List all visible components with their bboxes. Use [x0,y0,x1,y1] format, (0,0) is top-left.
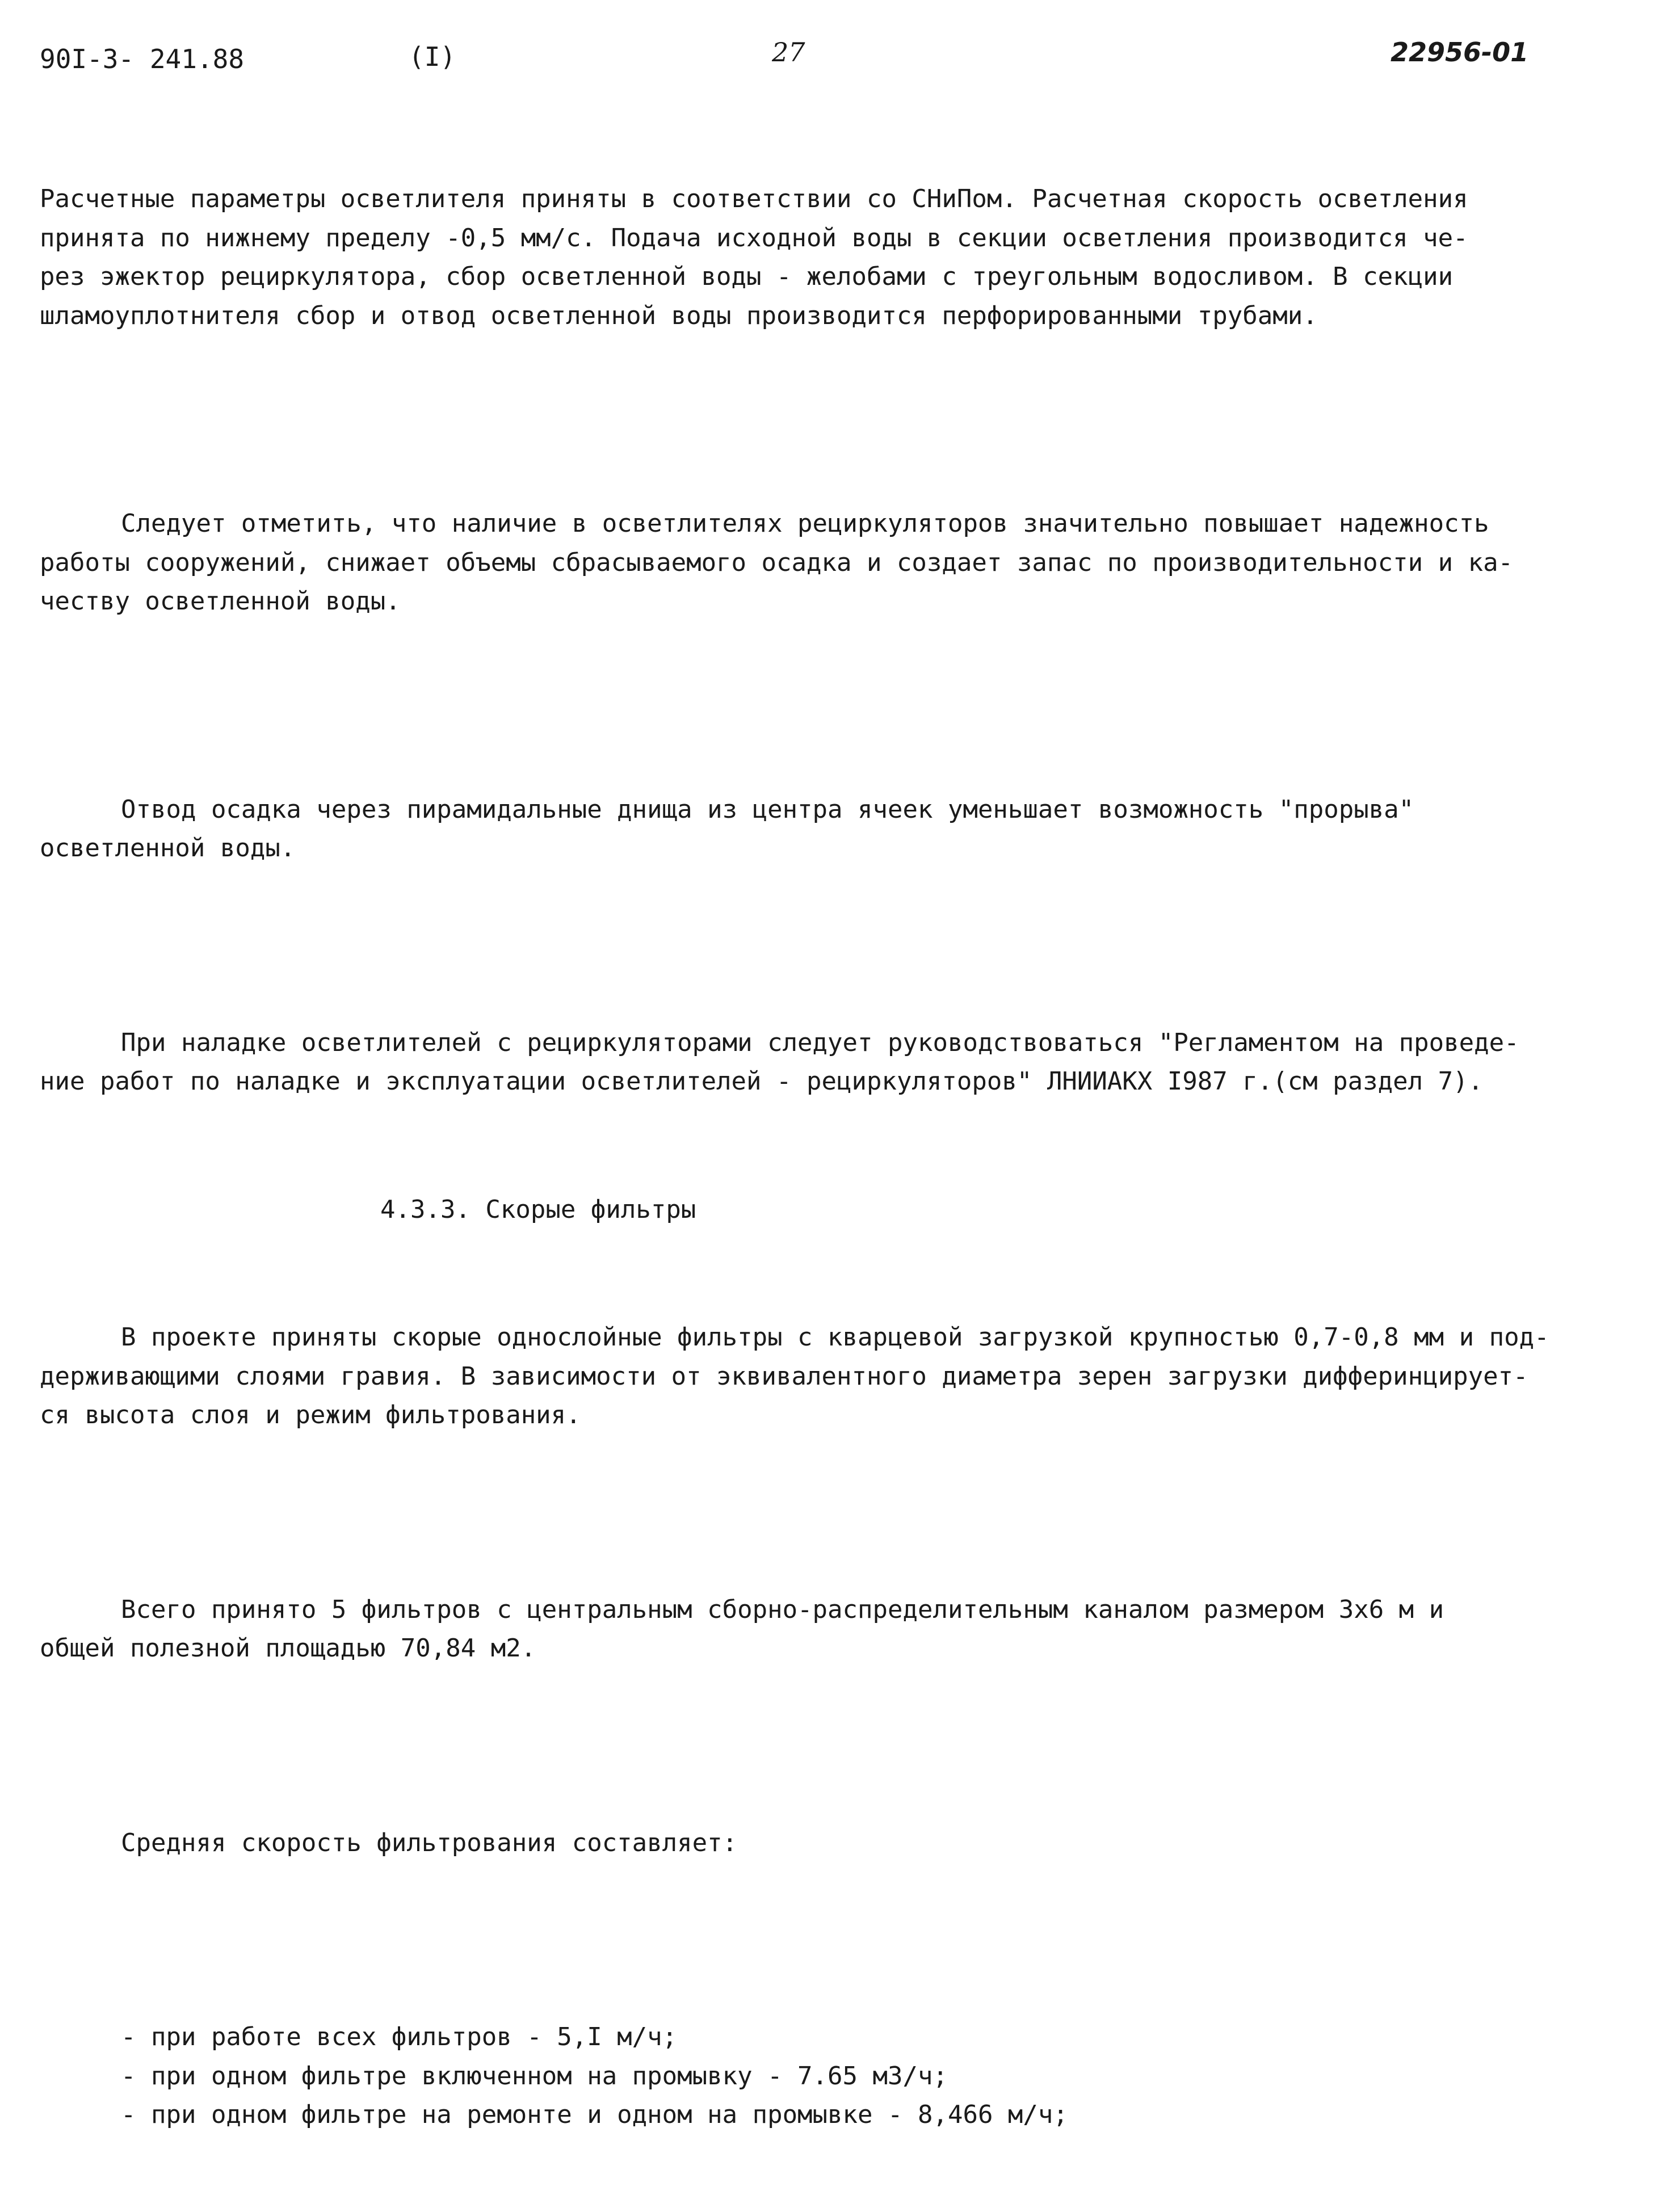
text-line: держивающими слоями гравия. В зависимости от эквивалентного диаметра зерен загрузки дифферинцирует- [40,1361,1528,1391]
list-item: - при одном фильтре включенном на промывку - 7.65 м3/ч; [121,2061,948,2091]
text-line: общей полезной площадью 70,84 м2. [40,1634,536,1663]
list-item: - при одном фильтре на ремонте и одном на промывке - 8,466 м/ч; [121,2100,1068,2129]
text-line: Средняя скорость фильтрования составляет: [121,1828,738,1857]
text-line: Следует отметить, что наличие в осветлителях рециркуляторов значительно повышает надежность [121,509,1489,538]
text-line: ние работ по наладке и эксплуатации осветлителей - рециркуляторов" ЛНИИАКХ I987 г.(см раздел 7). [40,1067,1484,1096]
page-number: 27 [772,37,805,68]
text-line: При наладке осветлителей с рециркуляторами следует руководствоваться "Регламентом на проведе- [121,1028,1519,1057]
document-part: (I) [409,41,456,72]
text-line: честву осветленной воды. [40,587,401,616]
paragraph-recirculators [40,427,1646,699]
section-title: 4.3.3. Скорые фильтры [380,1195,696,1224]
text-line: работы сооружений, снижает объемы сбрасываемого осадка и создает запас по производительности и ка- [40,548,1514,577]
paragraph-clarifier-parameters [40,102,1646,413]
document-body [40,102,1646,2212]
text-line: шламоуплотнителя сбор и отвод осветленной воды производится перфорированными трубами. [40,301,1318,330]
archive-number: 22956-01 [1391,37,1529,68]
paragraph-filter-count [40,1513,1646,1746]
text-line: рез эжектор рециркулятора, сбор осветленной воды - желобами с треугольным водосливом. В секции [40,262,1454,291]
document-code: 90I-3- 241.88 [40,44,245,74]
page-header [0,35,1676,86]
list-item: - при работе всех фильтров - 5,I м/ч; [121,2022,678,2051]
paragraph-commissioning [40,946,1646,1179]
paragraph-rapid-filters [40,1240,1646,1513]
text-line: ся высота слоя и режим фильтрования. [40,1401,581,1429]
text-line: В проекте приняты скорые однослойные фильтры с кварцевой загрузкой крупностью 0,7-0,8 мм и под- [121,1323,1549,1352]
text-line: Расчетные параметры осветлителя приняты в соответствии со СНиПом. Расчетная скорость осветления [40,184,1468,213]
text-line: осветленной воды. [40,834,296,863]
filtration-speed-list [40,1940,1646,2212]
text-line: принята по нижнему пределу -0,5 мм/с. Подача исходной воды в секции осветления производится че- [40,223,1468,253]
text-line: Отвод осадка через пирамидальные днища из центра ячеек уменьшает возможность "прорыва" [121,794,1414,824]
text-line: Всего принято 5 фильтров с центральным сборно-распределительным каналом размером 3х6 м и [121,1595,1444,1624]
paragraph-sediment-removal [40,713,1646,946]
paragraph-filtration-speed [40,1746,1646,1941]
